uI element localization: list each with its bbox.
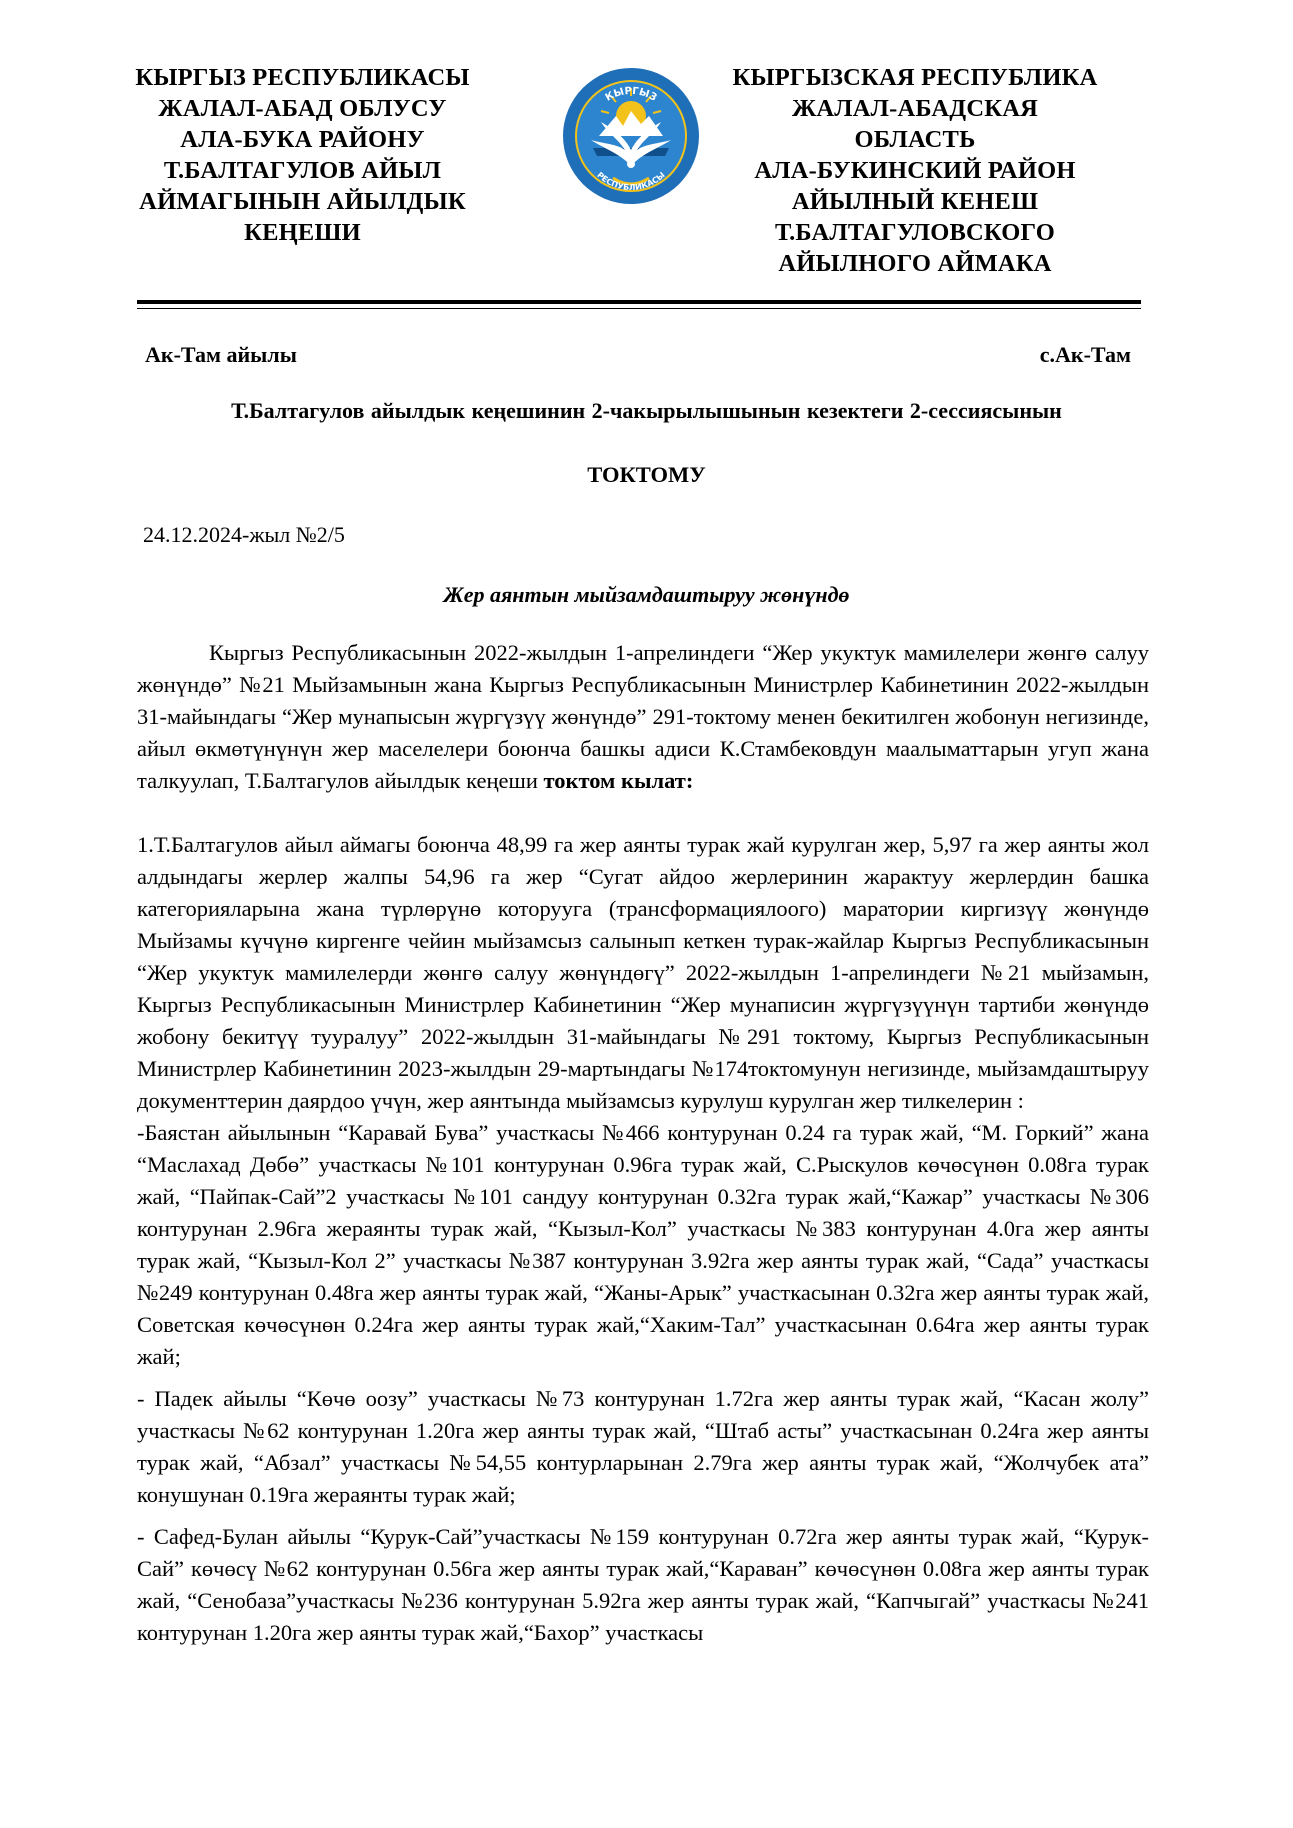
- header-right-line: ЖАЛАЛ-АБАДСКАЯ: [791, 95, 1039, 122]
- clause-paragraph: 1.Т.Балтагулов айыл аймагы боюнча 48,99 га жер аянты турак жай курулган жер, 5,97 га жер аянты жол алдындагы жерлер жалпы 54,96 га жер “Сугат айдоо жерлеринин жарактуу жерлердин башка категорияларына жана түрлөрүнө которууга (трансформациялоого) маратории киргизүү жөнүндө Мыйзамы күчүнө киргенге чейин мыйзамсыз салынып кеткен турак-жайлар Кыргыз Республикасынын “Жер укуктук мамилелерди жөнгө салуу жөнүндөгү” 2022-жылдын 1-апрелиндеги №21 мыйзамын, Кыргыз Республикасынын Министрлер Кабинетинин “Жер мунаписин жүргүзүүнүн тартиби жөнүндө жобону бекитүү тууралуу” 2022-жылдын 31-майындагы №291 токтому, Кыргыз Республикасынын Министрлер Кабинетинин 2023-жылдын 29-мартындагы №174токтомунун негизинде, мыйзамдаштыруу документтерин даярдоо үчүн, жер аянтында мыйзамсыз курулуш курулган жер тилкелерин :: [137, 832, 1149, 1113]
- header-right-line: АЙЫЛНОГО АЙМАКА: [778, 250, 1052, 277]
- header-left-line: АЙМАГЫНЫН АЙЫЛДЫК: [139, 188, 466, 215]
- header-divider-thick: [137, 300, 1141, 304]
- header-left-line: КЫРГЫЗ РЕСПУБЛИКАСЫ: [135, 64, 470, 91]
- header-right-line: ОБЛАСТЬ: [854, 126, 976, 153]
- intro-paragraph: [137, 637, 1149, 797]
- resolve-phrase: токтом кылат:: [543, 768, 694, 793]
- emblem-text-bottom: РЕСПУБЛИКАСЫ: [595, 170, 667, 193]
- header-left-line: КЕҢЕШИ: [244, 219, 361, 246]
- village-list-paragraph: - Падек айылы “Көчө оозу” участкасы №73 контурунан 1.72га жер аянты турак жай, “Касан жолу” участкасы №62 контурунан 1.20га жер аянты турак жай, “Штаб асты” участкасынан 0.24га жер аянты турак жай, “Абзал” участкасы №54,55 контурларынан 2.79га жер аянты турак жай, “Жолчубек ата” конушунан 0.19га жераянты турак жай;: [137, 1386, 1149, 1507]
- document-type-title: ТОКТОМУ: [587, 462, 706, 487]
- header-russian-block: [715, 62, 1115, 279]
- emblem-text-top: КЫРГЫЗ: [603, 85, 659, 104]
- header-right-line: АЛА-БУКИНСКИЙ РАЙОН: [754, 157, 1076, 184]
- header-left-line: Т.БАЛТАГУЛОВ АЙЫЛ: [163, 157, 442, 184]
- header-right-line: Т.БАЛТАГУЛОВСКОГО: [775, 219, 1055, 246]
- village-list-paragraph: -Баястан айылынын “Каравай Бува” участкасы №466 контурунан 0.24 га турак жай, “М. Горкий” жана “Маслахад Дөбө” участкасы №101 контурунан 0.96га турак жай, С.Рыскулов көчөсүнөн 0.08га турак жай, “Пайпак-Сай”2 участкасы №101 сандуу контурунан 0.32га турак жай,“Кажар” участкасы №306 контурунан 2.96га жераянты турак жай, “Кызыл-Кол” участкасы №383 контурунан 4.0га жер аянты турак жай, “Кызыл-Кол 2” участкасы №387 контурунан 3.92га жер аянты турак жай, “Сада” участкасы №249 контурунан 0.48га жер аянты турак жай, “Жаны-Арык” участкасынан 0.32га жер аянты турак жай, Советская көчөсүнөн 0.24га жер аянты турак жай,“Хаким-Тал” участкасынан 0.64га жер аянты турак жай;: [137, 1120, 1149, 1369]
- header-right-line: КЫРГЫЗСКАЯ РЕСПУБЛИКА: [732, 64, 1098, 91]
- header-divider-thin: [137, 308, 1141, 309]
- document-subject: Жер аянтын мыйзамдаштыруу жөнүндө: [443, 582, 850, 607]
- state-emblem-icon: [561, 66, 701, 206]
- village-list-paragraph: - Сафед-Булан айылы “Курук-Сай”участкасы №159 контурунан 0.72га жер аянты турак жай, “Курук-Сай” көчөсү №62 контурунан 0.56га жер аянты турак жай,“Караван” көчөсүнөн 0.08га жер аянты турак жай, “Сенобаза”участкасы №236 контурунан 5.92га жер аянты турак жай, “Капчыгай” участкасы №241 контурунан 1.20га жер аянты турак жай,“Бахор” участкасы: [137, 1524, 1149, 1645]
- session-heading: Т.Балтагулов айылдык кеңешинин 2-чакырылышынын кезектеги 2-сессиясынын: [231, 398, 1062, 423]
- header-kyrgyz-block: [130, 62, 475, 248]
- header-right-line: АЙЫЛНЫЙ КЕНЕШ: [791, 188, 1039, 215]
- header-left-line: АЛА-БУКА РАЙОНУ: [180, 126, 425, 153]
- place-kyrgyz: Ак-Там айылы: [145, 342, 297, 367]
- intro-text: Кыргыз Республикасынын 2022-жылдын 1-апрелиндеги “Жер укуктук мамилелери жөнгө салуу жөнүндө” №21 Мыйзамынын жана Кыргыз Республикасынын Министрлер Кабинетинин 2022-жылдын 31-майындагы “Жер мунапысын жүргүзүү жөнүндө” 291-токтому менен бекитилген жобонун негизинде, айыл өкмөтүнүнүн жер маселелери боюнча башкы адиси К.Стамбековдун маалыматтарын угуп жана талкуулап, Т.Балтагулов айылдык кеңеши: [137, 640, 1149, 793]
- place-russian: с.Ак-Там: [1039, 342, 1131, 367]
- header-left-line: ЖАЛАЛ-АБАД ОБЛУСУ: [158, 95, 447, 122]
- document-date-number: 24.12.2024-жыл №2/5: [143, 522, 345, 547]
- document-body: [137, 637, 1149, 1649]
